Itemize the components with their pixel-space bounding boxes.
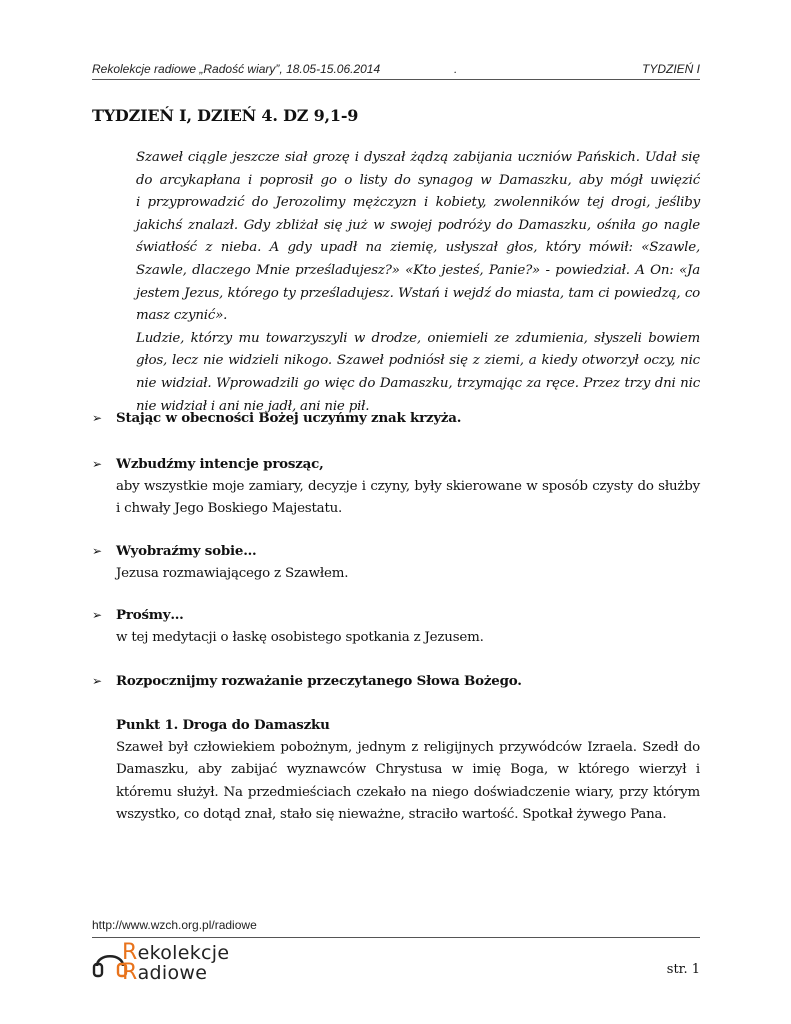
logo-text-line-1: Rekolekcje (122, 940, 230, 965)
header-dot: . (454, 62, 458, 76)
bullet-heading: Wyobraźmy sobie… (116, 543, 257, 559)
bullet-body: w tej medytacji o łaskę osobistego spotkania z Jezusem. (116, 629, 484, 645)
scripture-quote (136, 147, 700, 418)
page-number: str. 1 (666, 962, 700, 977)
page-title: TYDZIEŃ I, DZIEŃ 4. DZ 9,1-9 (92, 106, 359, 125)
logo-text-line-2: Radiowe (122, 960, 208, 985)
quote-paragraph-1: Szaweł ciągle jeszcze siał grozę i dyszał żądzą zabijania uczniów Pańskich. Udał się do arcykapłana i poprosił go o listy do synagog w Damaszku, aby mógł uwięzić i przyprowadzić do Jerozolimy mężczyzn i kobiety, zwolenników tej drogi, jeśliby jakichś znalazł. Gdy zbliżał się już w swojej podróży do Damaszku, ośniła go nagle światłość z nieba. A gdy upadł na ziemię, usłyszał głos, który mówił: «Szawle, Szawle, dlaczego Mnie prześladujesz?» «Kto jesteś, Panie?» - powiedział. A On: «Ja jestem Jezus, którego ty prześladujesz. Wstań i wejdź do miasta, tam ci powiedzą, co masz czynić». (136, 150, 700, 324)
footer-url-link[interactable]: http://www.wzch.org.pl/radiowe (92, 918, 257, 932)
arrow-bullet-icon: ➢ (92, 674, 102, 688)
page-header (92, 62, 700, 80)
bullet-heading: Wzbudźmy intencje prosząc, (116, 456, 324, 472)
arrow-bullet-icon: ➢ (92, 411, 102, 425)
section-title: Punkt 1. Droga do Damaszku (116, 717, 330, 733)
rekolekcje-radiowe-logo (92, 940, 272, 984)
header-right-text: TYDZIEŃ I (641, 62, 700, 76)
bullet-body: aby wszystkie moje zamiary, decyzje i czyny, były skierowane w sposób czysty do służby i chwały Jego Boskiego Majestatu. (116, 478, 700, 517)
arrow-bullet-icon: ➢ (92, 457, 102, 471)
arrow-bullet-icon: ➢ (92, 608, 102, 622)
footer-divider (92, 937, 700, 938)
section-body: Szaweł był człowiekiem pobożnym, jednym z religijnych przywódców Izraela. Szedł do Damaszku, aby zabijać wyznawców Chrystusa w imię Boga, w którego wierzył i któremu służył. Na przedmieściach czekało na niego doświadczenie wiary, przy którym wszystko, co dotąd znał, stało się nieważne, straciło wartość. Spotkał żywego Pana. (116, 739, 700, 823)
bullet-heading: Rozpocznijmy rozważanie przeczytanego Słowa Bożego. (116, 673, 522, 689)
bullet-body: Jezusa rozmawiającego z Szawłem. (116, 565, 349, 581)
header-left-text: Rekolekcje radiowe „Radość wiary”, 18.05-15.06.2014 (92, 62, 381, 76)
arrow-bullet-icon: ➢ (92, 544, 102, 558)
bullet-heading: Stając w obecności Bożej uczyńmy znak krzyża. (116, 410, 462, 426)
point-1-section (116, 714, 700, 827)
quote-paragraph-2: Ludzie, którzy mu towarzyszyli w drodze, oniemieli ze zdumienia, słyszeli bowiem głos, lecz nie widzieli nikogo. Szaweł podniósł się z ziemi, a kiedy otworzył oczy, nic nie widział. Wprowadzili go więc do Damaszku, trzymając za ręce. Przez trzy dni nic nie widział i ani nie jadł, ani nie pił. (136, 330, 700, 414)
bullet-heading: Prośmy… (116, 607, 184, 623)
